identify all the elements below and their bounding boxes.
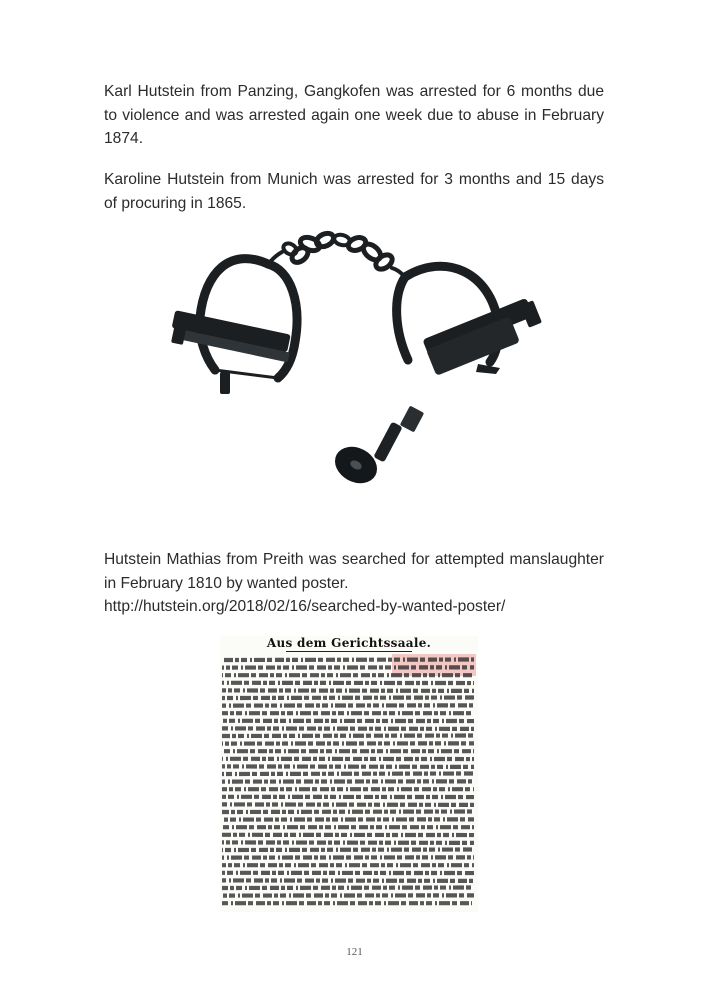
- paragraph-mathias-text: Hutstein Mathias from Preith was searched for attempted manslaughter in February 1810 by wanted poster.: [104, 551, 604, 592]
- wanted-poster-link[interactable]: http://hutstein.org/2018/02/16/searched-by-wanted-poster/: [104, 598, 506, 615]
- clipping-text-line: [222, 842, 474, 843]
- paragraph-mathias-hutstein: [104, 548, 604, 619]
- newspaper-clipping: [220, 636, 478, 912]
- clipping-text-image: [220, 654, 478, 912]
- handcuffs-illustration: [160, 222, 550, 512]
- clipping-text-line: [222, 766, 474, 767]
- clipping-title-rule: [286, 651, 412, 652]
- clipping-text-line: [222, 774, 474, 775]
- paragraph-karl-hutstein: Karl Hutstein from Panzing, Gangkofen was arrested for 6 months due to violence and was arrested again one week due to abuse in February 1874.: [104, 83, 604, 147]
- page-number: 121: [346, 946, 363, 958]
- clipping-text-line: [222, 812, 474, 813]
- clipping-text-line: [222, 804, 474, 805]
- clipping-text-line: [222, 850, 474, 851]
- clipping-text-line: [222, 728, 474, 729]
- clipping-title: Aus dem Gerichtssaale.: [266, 636, 432, 650]
- clipping-text-line: [222, 690, 474, 691]
- clipping-text-line: [224, 660, 474, 661]
- clipping-text-line: [222, 888, 474, 889]
- handcuffs-photo: [160, 222, 550, 512]
- paragraph-karoline-hutstein: Karoline Hutstein from Munich was arrested for 3 months and 15 days of procuring in 1865.: [104, 171, 604, 212]
- clipping-text-line: [222, 736, 474, 737]
- clipping-text-line: [222, 698, 474, 699]
- clipping-text-line: [222, 880, 474, 881]
